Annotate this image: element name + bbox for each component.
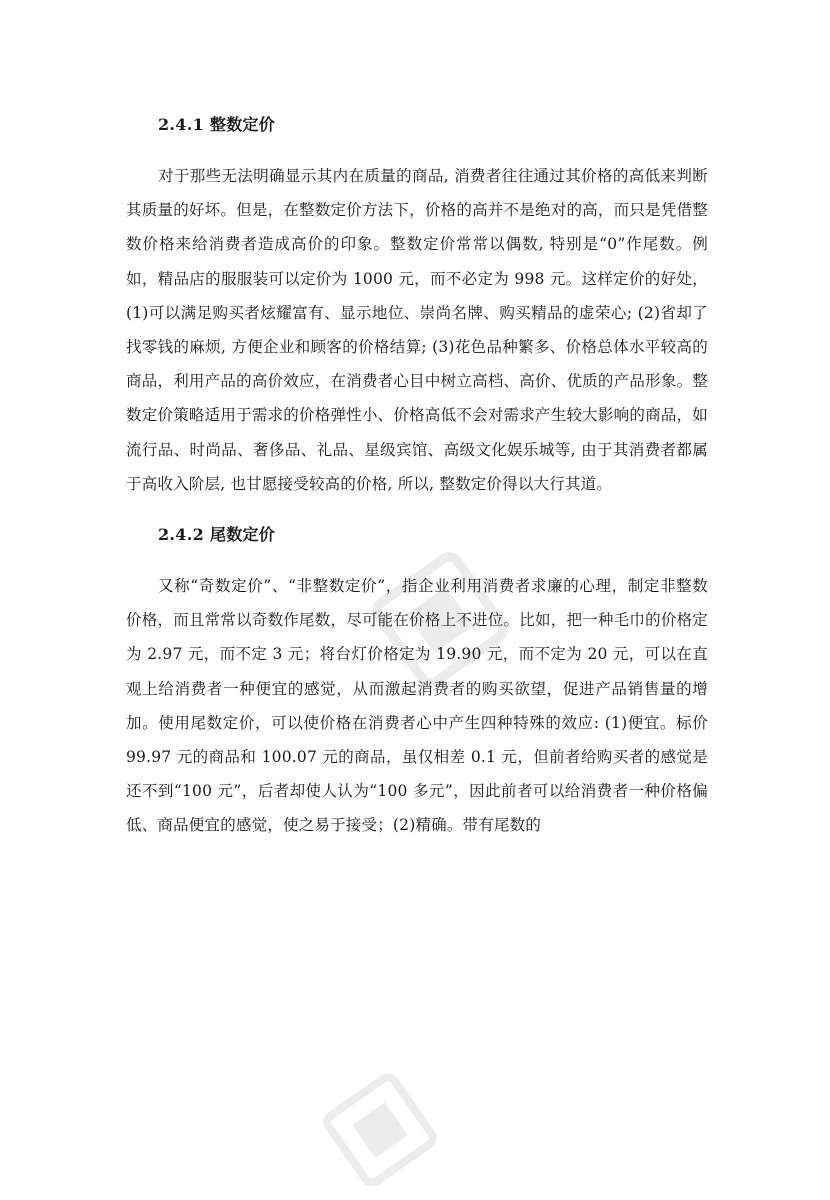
- section-integer-pricing: [126, 108, 708, 501]
- section-paragraph: 又称“奇数定价”、“非整数定价”，指企业利用消费者求廉的心理，制定非整数价格，而且常常以奇数作尾数，尽可能在价格上不进位。比如，把一种毛巾的价格定为 2.97 元，而不定 3 元；将台灯价格定为 19.90 元，而不定为 20 元，可以在直观上给消费者一种便宜的感觉，从而激起消费者的购买欲望，促进产品销售量的增加。使用尾数定价，可以使价格在消费者心中产生四种特殊的效应: (1)便宜。标价 99.97 元的商品和 100.07 元的商品，虽仅相差 0.1 元，但前者给购买者的感觉是还不到“100 元”，后者却使人认为“100 多元”，因此前者可以给消费者一种价格偏低、商品便宜的感觉，使之易于接受；(2)精确。带有尾数的: [126, 577, 708, 835]
- section-paragraph: 对于那些无法明确显示其内在质量的商品, 消费者往往通过其价格的高低来判断其质量的好坏。但是，在整数定价方法下，价格的高并不是绝对的高，而只是凭借整数价格来给消费者造成高价的印象。整数定价常常以偶数, 特别是“0”作尾数。例如，精品店的服服装可以定价为 1000 元，而不必定为 998 元。这样定价的好处，(1)可以满足购买者炫耀富有、显示地位、崇尚名牌、购买精品的虚荣心; (2)省却了找零钱的麻烦, 方便企业和顾客的价格结算; (3)花色品种繁多、价格总体水平较高的商品，利用产品的高价效应，在消费者心目中树立高档、高价、优质的产品形象。整数定价策略适用于需求的价格弹性小、价格高低不会对需求产生较大影响的商品，如流行品、时尚品、奢侈品、礼品、星级宾馆、高级文化娱乐城等, 由于其消费者都属于高收入阶层, 也甘愿接受较高的价格, 所以, 整数定价得以大行其道。: [126, 167, 708, 493]
- section-heading: 2.4.2 尾数定价: [158, 525, 276, 545]
- watermark-icon: [310, 1060, 449, 1199]
- section-odd-pricing: [126, 518, 708, 843]
- section-heading: 2.4.1 整数定价: [158, 115, 276, 134]
- document-content: [126, 108, 708, 860]
